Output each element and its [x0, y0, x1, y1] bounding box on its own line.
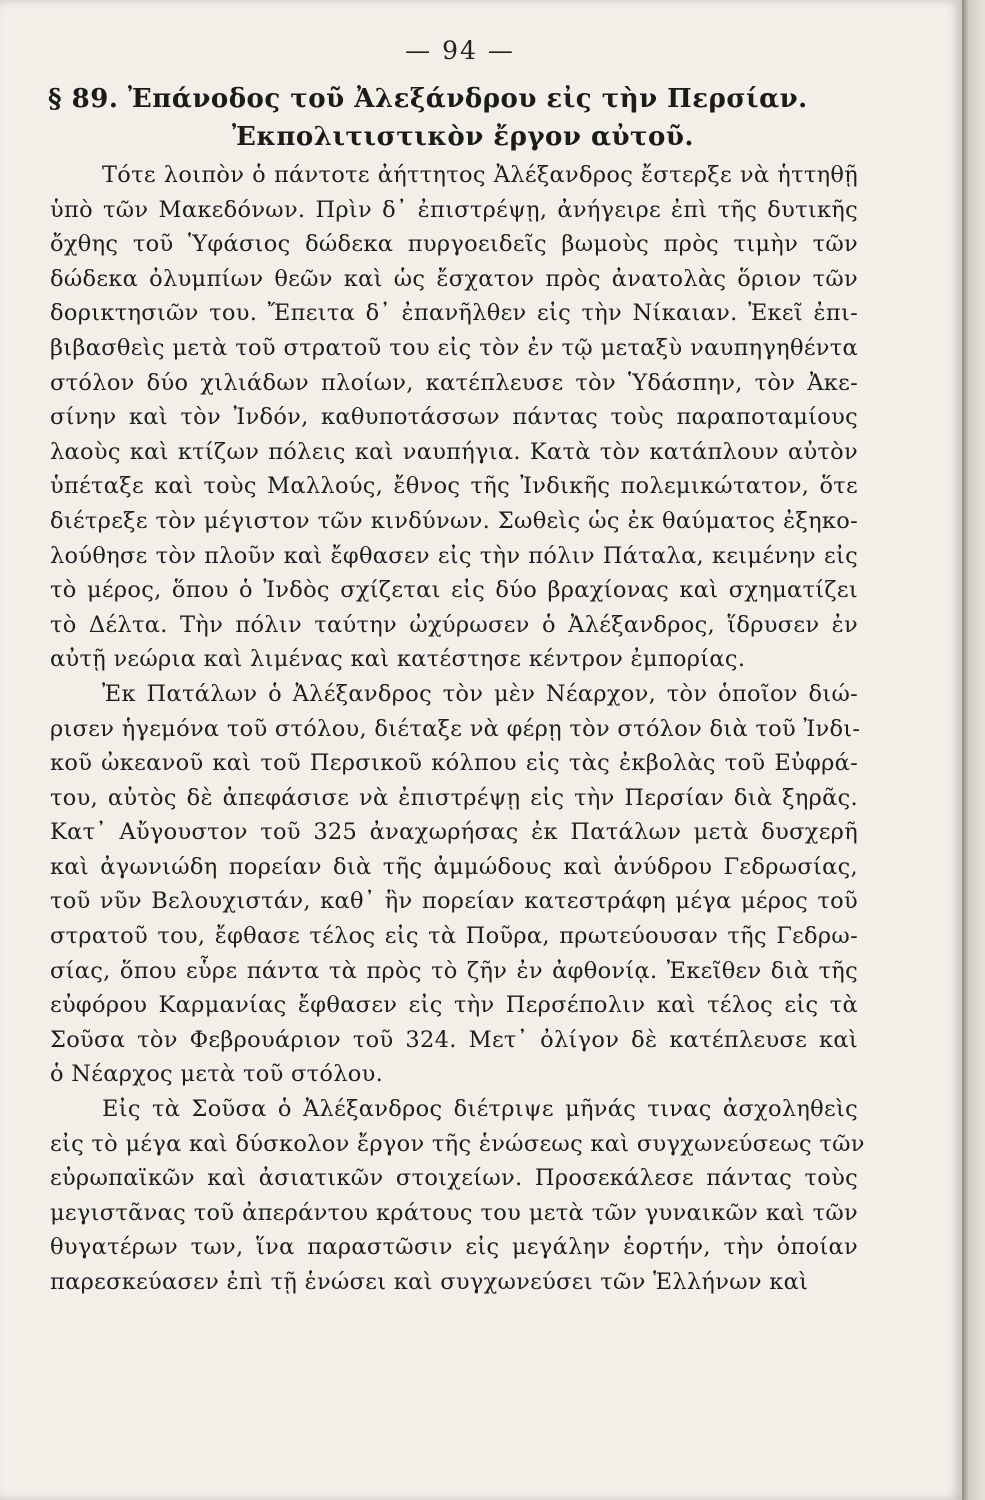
text-line: τὸ μέρος, ὅπου ὁ Ἰνδὸς σχίζεται εἰς δύο βραχίονας καὶ σχηματίζει	[50, 577, 858, 604]
text-line: σίνην καὶ τὸν Ἰνδόν, καθυποτάσσων πάντας τοὺς παραποταμίους	[50, 404, 858, 431]
text-line: λαοὺς καὶ κτίζων πόλεις καὶ ναυπήγια. Κατὰ τὸν κατάπλουν αὐτὸν	[50, 438, 858, 465]
page-number: — 94 —	[405, 36, 515, 65]
text-line: θυγατέρων των, ἵνα παραστῶσιν εἰς μεγάλην ἑορτήν, τὴν ὁποίαν	[50, 1234, 858, 1261]
text-line: Ἐκ Πατάλων ὁ Ἀλέξανδρος τὸν μὲν Νέαρχον, τὸν ὁποῖον διώ-	[102, 680, 858, 707]
text-line: ρισεν ἡγεμόνα τοῦ στόλου, διέταξε νὰ φέρῃ τὸν στόλον διὰ τοῦ Ἰνδι-	[50, 715, 861, 742]
text-line: εὐρωπαϊκῶν καὶ ἀσιατικῶν στοιχείων. Προσεκάλεσε πάντας τοὺς	[50, 1165, 858, 1192]
page-binding-edge	[962, 0, 985, 1500]
text-line: αὐτῇ νεώρια καὶ λιμένας καὶ κατέστησε κέντρον ἐμπορίας.	[50, 646, 746, 673]
section-subtitle: Ἐκπολιτιστικὸν ἔργον αὐτοῦ.	[232, 122, 694, 152]
text-line: κοῦ ὠκεανοῦ καὶ τοῦ Περσικοῦ κόλπου εἰς τὰς ἐκβολὰς τοῦ Εὐφρά-	[50, 750, 858, 777]
text-line: στρατοῦ του, ἔφθασε τέλος εἰς τὰ Ποῦρα, πρωτεύουσαν τῆς Γεδρω-	[50, 923, 858, 950]
text-line: τοῦ νῦν Βελουχιστάν, καθ᾽ ἣν πορείαν κατεστράφη μέγα μέρος τοῦ	[50, 888, 858, 915]
text-line: ὁ Νέαρχος μετὰ τοῦ στόλου.	[50, 1061, 384, 1088]
text-line: Σοῦσα τὸν Φεβρουάριον τοῦ 324. Μετ᾽ ὀλίγον δὲ κατέπλευσε καὶ	[50, 1026, 858, 1053]
text-line: δορικτησιῶν του. Ἔπειτα δ᾽ ἐπανῆλθεν εἰς τὴν Νίκαιαν. Ἐκεῖ ἐπι-	[50, 300, 858, 327]
text-line: του, αὐτὸς δὲ ἀπεφάσισε νὰ ἐπιστρέψῃ εἰς τὴν Περσίαν διὰ ξηρᾶς.	[50, 784, 858, 811]
text-line: διέτρεξε τὸν μέγιστον τῶν κινδύνων. Σωθεὶς ὡς ἐκ θαύματος ἐξηκο-	[50, 507, 858, 534]
text-line: στόλον δύο χιλιάδων πλοίων, κατέπλευσε τὸν Ὑδάσπην, τὸν Ἀκε-	[50, 369, 858, 396]
text-line: εἰς τὸ μέγα καὶ δύσκολον ἔργον τῆς ἑνώσεως καὶ συγχωνεύσεως τῶν	[50, 1130, 865, 1157]
text-line: λούθησε τὸν πλοῦν καὶ ἔφθασεν εἰς τὴν πόλιν Πάταλα, κειμένην εἰς	[50, 542, 858, 569]
text-line: βιβασθεὶς μετὰ τοῦ στρατοῦ του εἰς τὸν ἐν τῷ μεταξὺ ναυπηγηθέντα	[50, 334, 858, 361]
text-line: μεγιστᾶνας τοῦ ἀπεράντου κράτους του μετὰ τῶν γυναικῶν καὶ τῶν	[50, 1199, 858, 1226]
text-line: ὄχθης τοῦ Ὑφάσιος δώδεκα πυργοειδεῖς βωμοὺς πρὸς τιμὴν τῶν	[50, 231, 858, 258]
text-line: Εἰς τὰ Σοῦσα ὁ Ἀλέξανδρος διέτριψε μῆνάς τινας ἀσχοληθεὶς	[102, 1096, 858, 1123]
text-line: εὐφόρου Καρμανίας ἔφθασεν εἰς τὴν Περσέπολιν καὶ τέλος εἰς τὰ	[50, 992, 858, 1019]
text-line: τὸ Δέλτα. Τὴν πόλιν ταύτην ὠχύρωσεν ὁ Ἀλέξανδρος, ἵδρυσεν ἐν	[50, 611, 858, 638]
text-line: καὶ ἀγωνιώδη πορείαν διὰ τῆς ἀμμώδους καὶ ἀνύδρου Γεδρωσίας,	[50, 853, 858, 880]
text-line: σίας, ὅπου εὗρε πάντα τὰ πρὸς τὸ ζῆν ἐν ἀφθονίᾳ. Ἐκεῖθεν διὰ τῆς	[50, 957, 858, 984]
text-line: δώδεκα ὀλυμπίων θεῶν καὶ ὡς ἔσχατον πρὸς ἀνατολὰς ὅριον τῶν	[50, 265, 858, 292]
text-line: ὑπὸ τῶν Μακεδόνων. Πρὶν δ᾽ ἐπιστρέψῃ, ἀνήγειρε ἐπὶ τῆς δυτικῆς	[50, 196, 858, 223]
text-line: Τότε λοιπὸν ὁ πάντοτε ἀήττητος Ἀλέξανδρος ἔστερξε νὰ ἡττηθῇ	[102, 162, 858, 188]
text-line: Κατ᾽ Αὔγουστον τοῦ 325 ἀναχωρήσας ἐκ Πατάλων μετὰ δυσχερῆ	[50, 819, 858, 846]
body-text	[50, 158, 865, 1300]
text-line: ὑπέταξε καὶ τοὺς Μαλλούς, ἔθνος τῆς Ἰνδικῆς πολεμικώτατον, ὅτε	[50, 473, 858, 500]
section-heading	[48, 80, 878, 156]
text-line: παρεσκεύασεν ἐπὶ τῇ ἑνώσει καὶ συγχωνεύσει τῶν Ἑλλήνων καὶ	[50, 1269, 809, 1295]
section-title: § 89. Ἐπάνοδος τοῦ Ἀλεξάνδρου εἰς τὴν Περσίαν.	[48, 84, 808, 114]
